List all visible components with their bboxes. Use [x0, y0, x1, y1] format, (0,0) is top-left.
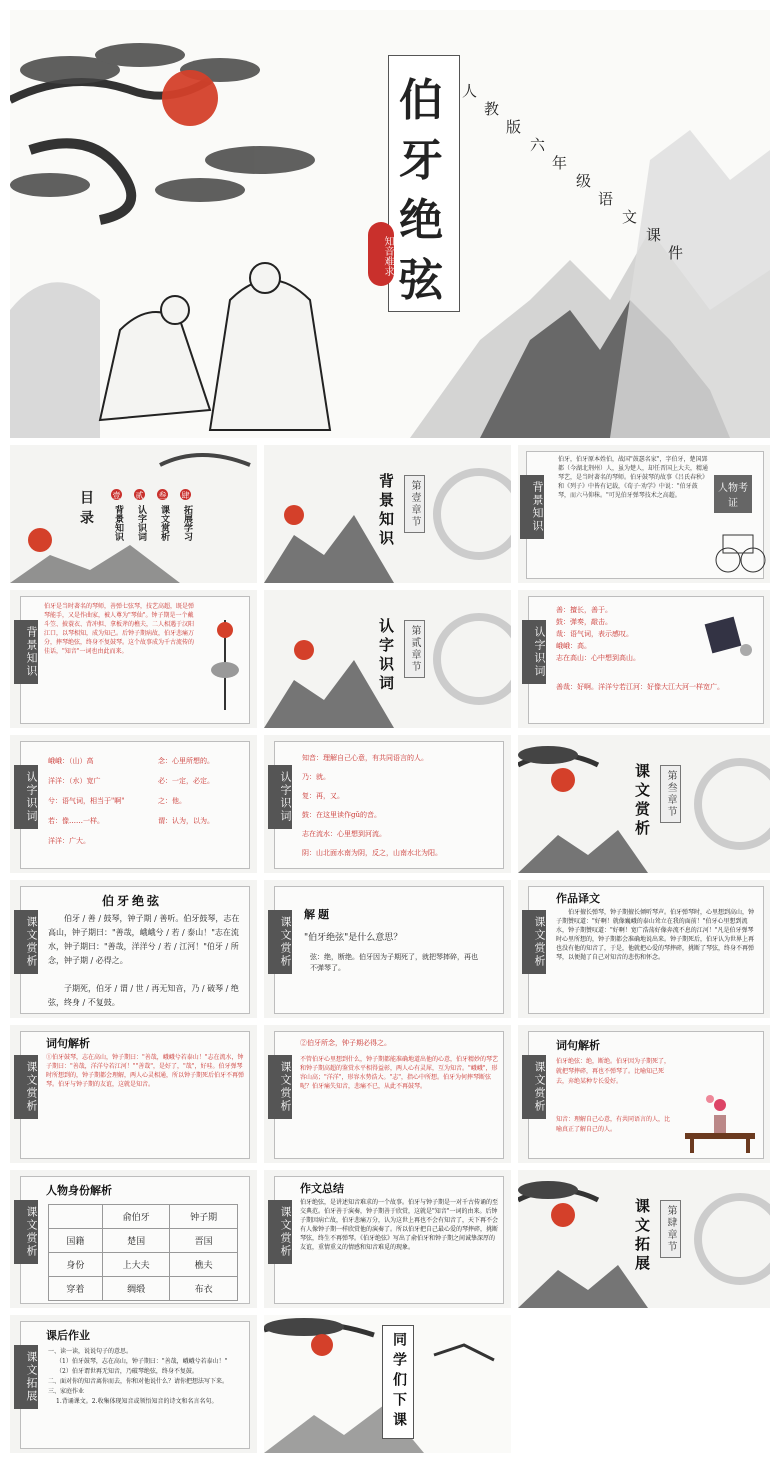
word-item: 志在流水：心里想到河流。: [302, 830, 386, 838]
ending-title-box: [382, 1325, 414, 1439]
homework-item: 二、面对你的知音离你而去，你和对他说什么？请你把想法写下来。: [48, 1378, 229, 1385]
analysis-text: 伯牙绝弦：绝，断绝。伯牙因为子期死了，就把琴摔碎，再也不弹琴了。比喻知己死去，弃绝某种专长爱好。: [556, 1058, 671, 1085]
toc-item[interactable]: 课文赏析: [159, 505, 169, 541]
section-tag: 课文赏析: [14, 910, 38, 974]
word-item: 善：擅长，善于。: [556, 606, 612, 614]
table-cell: 绸缎: [102, 1277, 170, 1301]
chapter2-slide[interactable]: [264, 590, 511, 728]
word-item: 复：再，又。: [302, 792, 344, 800]
chapter-label: 第壹章节: [404, 475, 425, 533]
translation-title: 作品译文: [556, 892, 600, 905]
ink-decoration: [10, 445, 257, 583]
section-tag: 认字识词: [268, 765, 292, 829]
table-cell: [49, 1205, 103, 1229]
word-item: 必：一定，必定。: [158, 777, 214, 785]
word-item: 洋洋：（水）宽广: [48, 777, 101, 785]
word-list-right: [158, 751, 243, 831]
word-item: 哉：语气词，表示感叹。: [556, 630, 633, 638]
text-title: 伯牙绝弦: [102, 894, 163, 908]
chapter-label: 第贰章节: [404, 620, 425, 678]
word-item: 谓：认为，以为。: [158, 817, 214, 825]
explain-title: 解题: [304, 908, 332, 921]
section-tag: 认字识词: [522, 620, 546, 684]
hero-title-char: 绝: [399, 195, 443, 246]
section-tag: 认字识词: [14, 765, 38, 829]
subtitle-char: 级: [576, 172, 592, 190]
word-item: 阴：山北面水南为阴，反之，山南水北为阳。: [302, 849, 442, 857]
content-frame: [274, 1031, 504, 1159]
table-cell: 上大夫: [102, 1253, 170, 1277]
analysis-title: ②伯牙所念，钟子期必得之。: [300, 1039, 391, 1047]
table-row: [49, 1229, 238, 1253]
summary-title: 作文总结: [300, 1182, 344, 1195]
subtitle-char: 语: [598, 190, 614, 208]
subtitle-char: 六: [530, 136, 546, 154]
toc-item[interactable]: 认字识词: [136, 505, 146, 541]
explain-question: "伯牙绝弦"是什么意思？: [304, 933, 403, 943]
carriage-illustration: [708, 525, 768, 575]
homework-item: 三、家庭作业: [48, 1388, 85, 1395]
translation-text: 伯牙擅长弹琴，钟子期擅长倾听琴声。伯牙弹琴时，心里想到高山，钟子期赞叹道："好啊！就像巍峨的泰山耸立在我的面前！"伯牙心里想到流水，钟子期赞叹道："好啊！宽广浩荡好像奔流不息的江河！"凡是伯牙弹琴时心里所想的，钟子期都会准确地说出来。钟子期死后，伯牙认为世界上再也没有他的知音了，于是，他就把心爱的琴摔碎，挑断了琴弦，终身不再弹琴，以便抛了自己对知音的悲伤和怀念。: [556, 909, 755, 961]
inkstone-illustration: [698, 610, 758, 660]
word-list: [302, 749, 497, 863]
text-para: 子期死，伯牙 / 谓 / 世 / 再无知音，乃 / 破琴 / 绝弦，终身 / 不复鼓。: [48, 984, 239, 1007]
section-tag: 课文赏析: [268, 1055, 292, 1119]
words1-slide[interactable]: [518, 590, 770, 728]
analysis-title: 词句解析: [46, 1037, 90, 1050]
analysis3-slide[interactable]: [518, 1025, 770, 1163]
translation-slide[interactable]: [518, 880, 770, 1018]
word-note: 善哉：好啊。洋洋兮若江河：好像大江大河一样宽广。: [556, 683, 724, 691]
subtitle-char: 件: [668, 244, 684, 262]
chapter-label: 第肆章节: [660, 1200, 681, 1258]
homework-list: [48, 1347, 246, 1407]
chapter4-slide[interactable]: [518, 1170, 770, 1308]
table-cell: 钟子期: [170, 1205, 238, 1229]
toc-item[interactable]: 背景知识: [113, 505, 123, 541]
analysis-note: 知音：理解自己心意，有共同语言的人，比喻真正了解自己的人。: [556, 1116, 671, 1133]
table-cell: 国籍: [49, 1229, 103, 1253]
toc-badge: 叁: [158, 490, 167, 499]
homework-item: （1）伯牙鼓琴，志在高山，钟子期曰："善哉，峨峨兮若泰山！": [56, 1358, 228, 1365]
chapter-label: 第叁章节: [660, 765, 681, 823]
people-stamp: 人物考证: [714, 475, 752, 513]
table-row: [49, 1253, 238, 1277]
identity-title: 人物身份解析: [46, 1184, 112, 1197]
lotus-illustration: [200, 610, 250, 720]
summary-text: 伯牙绝弦，是讲述知音难求的一个故事。伯牙与钟子期是一对千古传诵的至交典范。伯牙善于演奏，钟子期善于欣赏，这就是"知音"一词的由来。后钟子期因病亡故，伯牙悲痛万分，认为这世上再也不会有知音了，天下再不会有人像钟子期一样欣赏他的演奏了。所以伯牙把自己最心爱的琴摔碎，挑断琴弦，终生不再弹琴。《伯牙绝弦》写出了俞伯牙和钟子期之间诚挚深厚的友谊，重情重义的情感和知音难觅的现象。: [300, 1199, 499, 1251]
toc-slide[interactable]: [10, 445, 257, 583]
analysis-text: 不管伯牙心里想到什么，钟子期都能准确地道出他的心意，伯牙精妙的琴艺和钟子期高超的鉴赏水平相得益彰，两人心有灵犀，互为知音。"峨峨"，形容山高；"洋洋"，形容水势浩大。"志"，指心中所想。伯牙为何摔琴断弦呢？伯牙痛失知音，悲痛不已，从此不再鼓琴。: [300, 1056, 499, 1090]
explain-answer: 弦：绝，断绝。伯牙因为子期死了，就把琴摔碎，再也不弹琴了。: [310, 953, 478, 972]
chapter1-slide[interactable]: [264, 445, 511, 583]
homework-item: 1.背诵课文。2.收集体现知音或领悟知音的诗文和名言名句。: [56, 1398, 218, 1405]
analysis1-slide[interactable]: [10, 1025, 257, 1163]
word-item: 志在高山：心中想到高山。: [556, 654, 640, 662]
word-item: 念：心里所想的。: [158, 757, 214, 765]
identity-slide[interactable]: [10, 1170, 257, 1308]
chapter-title: 课文拓展: [633, 1198, 651, 1274]
homework-item: 一、读一读，说说句子的意思。: [48, 1348, 133, 1355]
subtitle-char: 人: [462, 82, 478, 100]
word-list-left: [48, 751, 148, 851]
section-tag: 课文赏析: [14, 1055, 38, 1119]
analysis-title: 词句解析: [556, 1039, 600, 1052]
hero-title-char: 伯: [399, 75, 443, 126]
section-tag: 课文赏析: [522, 910, 546, 974]
subtitle-char: 年: [552, 154, 568, 172]
text-slide[interactable]: [10, 880, 257, 1018]
word-list: [556, 604, 706, 664]
word-item: 若：像……一样。: [48, 817, 104, 825]
chapter-title: 课文赏析: [633, 763, 651, 839]
hero-title-char: 弦: [399, 255, 443, 306]
table-cell: 俞伯牙: [102, 1205, 170, 1229]
background-text: 伯牙是当时著名的琴师，善弹七弦琴，技艺高超，既是弹琴能手，又是作曲家，被人尊为"琴仙"。钟子期是一个戴斗笠、披蓑衣、背冲担、拿板斧的樵夫，二人相遇于汉阳江口，以琴相知，成为知己。后钟子期病故，伯牙悲痛万分，摔琴绝弦，终身不复鼓琴。这个故事成为千古流传的佳话，"知音"一词也由此而来。: [44, 603, 195, 655]
hero-slide[interactable]: [10, 10, 770, 438]
table-plum-illustration: [680, 1083, 760, 1153]
section-tag: 课文赏析: [522, 1055, 546, 1119]
homework-title: 课后作业: [46, 1329, 90, 1342]
identity-table: [48, 1204, 238, 1301]
homework-slide[interactable]: [10, 1315, 257, 1453]
summary-slide[interactable]: [264, 1170, 511, 1308]
subtitle-char: 版: [506, 118, 522, 136]
toc-item[interactable]: 拓展学习: [182, 505, 192, 541]
homework-item: （2）伯牙谓世再无知音，乃破琴绝弦，终身不复鼓。: [56, 1368, 198, 1375]
table-cell: 楚国: [102, 1229, 170, 1253]
word-item: 鼓：弹奏，敲击。: [556, 618, 612, 626]
hero-title-char: 牙: [399, 135, 443, 186]
hero-seal: 知音难求: [368, 222, 394, 286]
people-slide[interactable]: [518, 445, 770, 583]
chapter-title: 背景知识: [377, 473, 395, 549]
words2-slide[interactable]: [10, 735, 257, 873]
chapter3-slide[interactable]: [518, 735, 770, 873]
analysis-text: ①伯牙鼓琴，志在高山，钟子期曰："善哉，峨峨兮若泰山！"志在流水，钟子期曰："善哉，洋洋兮若江河！""善哉"，是好了，"哉"，好哇。伯牙弹琴时所想到的，钟子期都会理解，两人心灵相通，所以钟子期死后伯牙不再弹琴。伯牙与钟子期的友谊，这就是知音。: [46, 1054, 245, 1088]
section-tag: 背景知识: [520, 475, 544, 539]
analysis2-slide[interactable]: [264, 1025, 511, 1163]
word-item: 知音：理解自己心意，有共同语言的人。: [302, 754, 428, 762]
background-slide[interactable]: [10, 590, 257, 728]
table-cell: 穿着: [49, 1277, 103, 1301]
section-tag: 课文赏析: [268, 1200, 292, 1264]
word-item: 峨峨：高。: [556, 642, 591, 650]
subtitle-char: 课: [646, 226, 662, 244]
toc-badge: 壹: [112, 490, 121, 499]
table-cell: 布衣: [170, 1277, 238, 1301]
explain-slide[interactable]: [264, 880, 511, 1018]
section-tag: 课文拓展: [14, 1345, 38, 1409]
word-item: 鼓：在这里读作gǔ的音。: [302, 811, 381, 819]
table-header-row: [49, 1205, 238, 1229]
text-para: 伯牙 / 善 / 鼓琴，钟子期 / 善听。伯牙鼓琴，志在高山，钟子期曰："善哉，峨峨兮 / 若 / 泰山！"志在流水，钟子期曰："善哉，洋洋兮 / 若 / 江河！"伯牙 / 所念，钟子期 / 必得之。: [48, 914, 240, 965]
word-item: 兮：语气词，相当于"啊": [48, 797, 125, 805]
section-tag: 背景知识: [14, 620, 38, 684]
section-tag: 课文赏析: [268, 910, 292, 974]
word-item: 洋洋：广大。: [48, 837, 90, 845]
chapter-title: 认字识词: [377, 618, 395, 694]
table-cell: 晋国: [170, 1229, 238, 1253]
subtitle-char: 文: [622, 208, 638, 226]
toc-badge: 肆: [181, 490, 190, 499]
people-text: 伯牙，伯牙原本姓伯，战国"鼓瑟名家"，字伯牙，楚国郢都（今湖北荆州）人，虽为楚人，却任晋国上大夫，精通琴艺，是当时著名的琴师。伯牙鼓琴的故事《吕氏春秋》和《列子》中皆有记载，《荀子·劝学》中说："伯牙鼓琴，而六马仰秣。"可见伯牙弹琴技术之高超。: [558, 456, 709, 499]
section-tag: 课文赏析: [14, 1200, 38, 1264]
ending-title: 同学们下课: [391, 1332, 407, 1432]
hero-title-box: [388, 55, 460, 312]
table-cell: 樵夫: [170, 1253, 238, 1277]
table-row: [49, 1277, 238, 1301]
word-item: 峨峨：（山）高: [48, 757, 94, 765]
words3-slide[interactable]: [264, 735, 511, 873]
word-item: 之：他。: [158, 797, 186, 805]
subtitle-char: 教: [484, 100, 500, 118]
table-cell: 身份: [49, 1253, 103, 1277]
ending-slide[interactable]: [264, 1315, 511, 1453]
toc-badge: 贰: [135, 490, 144, 499]
toc-title: 目录: [78, 490, 94, 530]
word-item: 乃：就。: [302, 773, 330, 781]
